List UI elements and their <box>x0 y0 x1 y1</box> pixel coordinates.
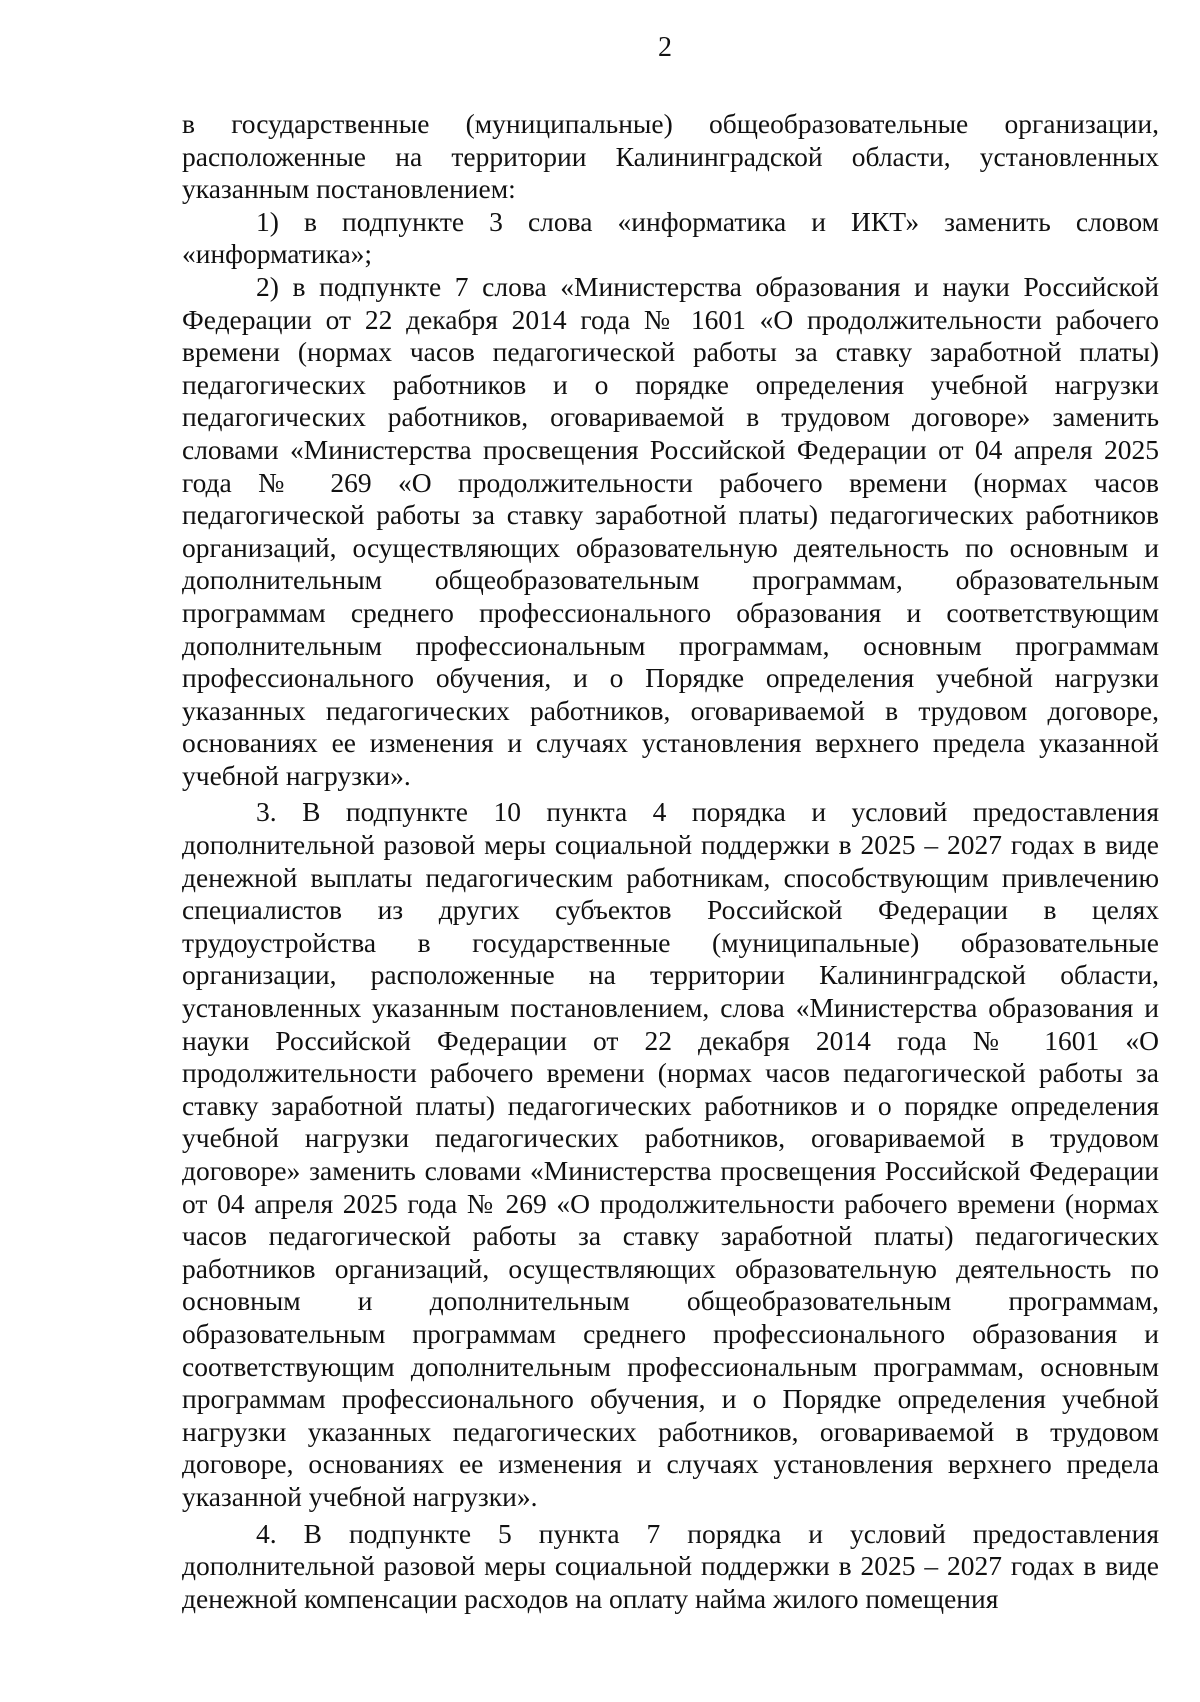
document-body <box>182 108 1159 1615</box>
page-number: 2 <box>658 32 672 63</box>
paragraph-item-4: 4. В подпункте 5 пункта 7 порядка и условий предоставления дополнительной разовой меры социальной поддержки в 2025 – 2027 годах в виде денежной компенсации расходов на оплату найма жилого помещения <box>182 1517 1159 1614</box>
paragraph-subitem-1: 1) в подпункте 3 слова «информатика и ИКТ» заменить словом «информатика»; <box>182 205 1159 270</box>
paragraph-item-3: 3. В подпункте 10 пункта 4 порядка и условий предоставления дополнительной разовой меры социальной поддержки в 2025 – 2027 годах в виде денежной выплаты педагогическим работникам, способствующим привлечению специалистов из других субъектов Российской Федерации в целях трудоустройства в государственные (муниципальные) образовательные организации, расположенные на территории Калининградской области, установленных указанным постановлением, слова «Министерства образования и науки Российской Федерации от 22 декабря 2014 года № 1601 «О продолжительности рабочего времени (нормах часов педагогической работы за ставку заработной платы) педагогических работников и о порядке определения учебной нагрузки педагогических работников, оговариваемой в трудовом договоре» заменить словами «Министерства просвещения Российской Федерации от 04 апреля 2025 года № 269 «О продолжительности рабочего времени (нормах часов педагогической работы за ставку заработной платы) педагогических работников организаций, осуществляющих образовательную деятельность по основным и дополнительным общеобразовательным программам, образовательным программам среднего профессионального образования и соответствующим дополнительным профессиональным программам, основным программам профессионального обучения, и о Порядке определения учебной нагрузки указанных педагогических работников, оговариваемой в трудовом договоре, основаниях ее изменения и случаях установления верхнего предела указанной учебной нагрузки». <box>182 796 1159 1512</box>
paragraph-subitem-2: 2) в подпункте 7 слова «Министерства образования и науки Российской Федерации от 22 декабря 2014 года № 1601 «О продолжительности рабочего времени (нормах часов педагогической работы за ставку заработной платы) педагогических работников и о порядке определения учебной нагрузки педагогических работников, оговариваемой в трудовом договоре» заменить словами «Министерства просвещения Российской Федерации от 04 апреля 2025 года № 269 «О продолжительности рабочего времени (нормах часов педагогической работы за ставку заработной платы) педагогических работников организаций, осуществляющих образовательную деятельность по основным и дополнительным общеобразовательным программам, образовательным программам среднего профессионального образования и соответствующим дополнительным профессиональным программам, основным программам профессионального обучения, и о Порядке определения учебной нагрузки указанных педагогических работников, оговариваемой в трудовом договоре, основаниях ее изменения и случаях установления верхнего предела указанной учебной нагрузки». <box>182 270 1159 791</box>
paragraph-continuation: в государственные (муниципальные) общеобразовательные организации, расположенные на территории Калининградской области, установленных указанным постановлением: <box>182 108 1159 205</box>
